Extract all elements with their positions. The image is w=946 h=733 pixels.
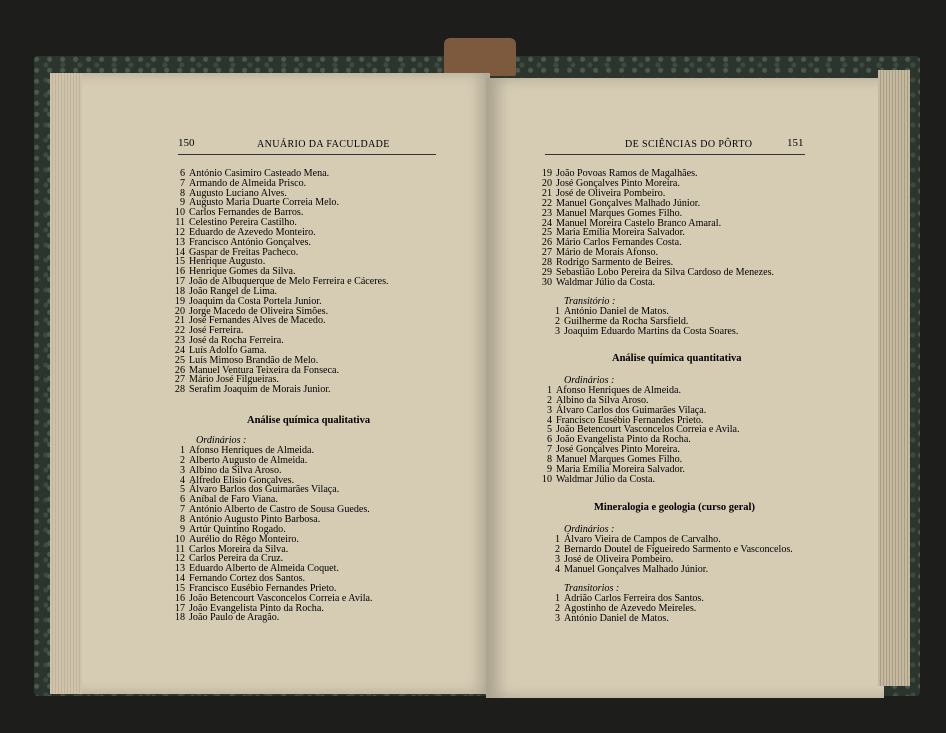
entry-name: Manuel Marques Gomes Filho. — [556, 453, 683, 465]
list-item-right-ordinarios-3 — [546, 565, 708, 575]
left-header-rule — [178, 154, 436, 155]
entry-number: 4 — [179, 474, 185, 486]
entry-name: Maria Emília Moreira Salvador. — [556, 227, 685, 239]
entry-name: Luís Adolfo Gama. — [189, 344, 267, 356]
entry-name: Agostinho de Azevedo Meireles. — [564, 603, 697, 614]
entry-number: 26 — [174, 364, 185, 376]
section-title-mineralogia: Mineralogia e geologia (curso geral) — [594, 502, 755, 513]
entry-number: 3 — [554, 326, 560, 337]
entry-name: José da Rocha Ferreira. — [189, 335, 284, 347]
right-page-edges — [878, 70, 910, 686]
list-item-right-transitorio-1 — [546, 327, 738, 337]
entry-name: Aurélio do Rêgo Monteiro. — [189, 533, 299, 545]
entry-number: 4 — [546, 414, 552, 426]
entry-name: Joaquim da Costa Portela Junior. — [189, 295, 322, 307]
entry-number: 22 — [174, 325, 185, 337]
entry-name: João Povoas Ramos de Magalhães. — [556, 168, 698, 179]
entry-name: João Evangelista Pinto da Rocha. — [189, 602, 324, 614]
entry-name: Álvaro Vieira de Campos de Carvalho. — [564, 534, 721, 545]
entry-number: 18 — [174, 612, 185, 624]
entry-name: Manuel Marques Gomes Filho. — [556, 207, 683, 219]
entry-number: 18 — [174, 285, 185, 297]
entry-number: 27 — [541, 247, 552, 259]
entry-number: 11 — [175, 543, 185, 555]
entry-number: 13 — [174, 236, 185, 248]
entry-name: Fernando Cortez dos Santos. — [189, 573, 306, 585]
entry-name: Manuel Gonçalves Malhado Júnior. — [564, 564, 709, 575]
entry-number: 3 — [179, 464, 185, 476]
entry-name: Waldmar Júlio da Costa. — [556, 276, 655, 288]
entry-name: Sebastião Lobo Pereira da Silva Cardoso de Menezes. — [556, 267, 775, 278]
entry-name: José Gonçalves Pinto Moreira. — [556, 444, 680, 456]
entry-name: Mário José Filgueiras. — [189, 374, 279, 386]
entry-name: João Betencourt Vasconcelos Correia e Avila. — [189, 592, 373, 604]
list-item-right-1 — [538, 278, 655, 288]
entry-number: 27 — [174, 374, 185, 386]
entry-name: Augusto Maria Duarte Correia Melo. — [189, 197, 339, 209]
entry-number: 2 — [554, 544, 560, 555]
entry-number: 16 — [174, 592, 185, 604]
entry-number: 15 — [174, 582, 185, 594]
entry-name: João Evangelista Pinto da Rocha. — [556, 434, 691, 446]
entry-number: 2 — [179, 454, 185, 466]
entry-name: Francisco Eusébio Fernandes Prieto. — [556, 414, 704, 426]
subheading-transitorio-1: Transitório : — [564, 296, 616, 307]
entry-number: 25 — [174, 354, 185, 366]
entry-name: Afonso Henriques de Almeida. — [556, 385, 682, 396]
entry-name: Francisco António Gonçalves. — [189, 236, 311, 248]
entry-name: Joaquim Eduardo Martins da Costa Soares. — [564, 326, 739, 337]
entry-number: 13 — [174, 563, 185, 575]
entry-number: 14 — [174, 573, 185, 585]
entry-number: 10 — [541, 473, 552, 485]
subheading-transitorios-3: Transitorios : — [564, 583, 620, 594]
entry-number: 15 — [174, 256, 185, 268]
entry-name: João Betencourt Vasconcelos Correia e Avila. — [556, 424, 740, 436]
list-item-right-transitorios-3 — [546, 614, 669, 624]
entry-number: 24 — [541, 217, 552, 229]
entry-number: 9 — [179, 197, 185, 209]
entry-number: 3 — [554, 554, 560, 565]
entry-number: 1 — [554, 593, 560, 604]
subheading-ordinarios-2: Ordinários : — [564, 375, 615, 386]
entry-number: 1 — [554, 306, 560, 317]
entry-name: Augusto Luciano Alves. — [189, 187, 287, 199]
entry-number: 14 — [174, 246, 185, 258]
entry-name: Manuel Moreira Castelo Branco Amaral. — [556, 217, 722, 229]
entry-number: 10 — [174, 533, 185, 545]
entry-number: 10 — [174, 207, 185, 219]
entry-name: Aníbal de Faro Viana. — [189, 494, 278, 506]
entry-number: 23 — [174, 335, 185, 347]
entry-name: Rodrigo Sarmento de Beires. — [556, 257, 674, 269]
entry-number: 6 — [179, 168, 185, 179]
entry-name: José de Oliveira Pombeiro. — [564, 554, 674, 565]
entry-number: 6 — [546, 434, 552, 446]
entry-name: Mário de Morais Afonso. — [556, 247, 659, 259]
entry-number: 2 — [554, 316, 560, 327]
entry-number: 30 — [541, 276, 552, 288]
entry-number: 9 — [546, 463, 552, 475]
entry-number: 7 — [546, 444, 552, 456]
entry-name: Eduardo Alberto de Almeida Coquet. — [189, 563, 339, 575]
entry-number: 21 — [174, 315, 185, 327]
entry-name: Carlos Moreira da Silva. — [189, 543, 289, 555]
entry-name: Armando de Almeida Prisco. — [189, 177, 307, 189]
entry-number: 20 — [174, 305, 185, 317]
subheading-ordinarios-left: Ordinários : — [196, 435, 247, 446]
entry-name: José de Oliveira Pombeiro. — [556, 187, 666, 199]
entry-number: 11 — [175, 217, 185, 229]
entry-number: 7 — [179, 504, 185, 516]
entry-number: 9 — [179, 523, 185, 535]
spine-band — [444, 38, 516, 76]
entry-number: 5 — [546, 424, 552, 436]
entry-number: 1 — [546, 385, 552, 396]
section-title-qualitativa: Análise química qualitativa — [247, 415, 371, 426]
entry-number: 5 — [179, 484, 185, 496]
left-page-edges — [50, 73, 82, 694]
entry-name: Gaspar de Freitas Pacheco. — [189, 246, 299, 258]
entry-number: 26 — [541, 237, 552, 249]
subheading-ordinarios-3: Ordinários : — [564, 524, 615, 535]
entry-number: 8 — [179, 513, 185, 525]
entry-number: 17 — [174, 602, 185, 614]
entry-number: 17 — [174, 276, 185, 288]
entry-name: João Rangel de Lima. — [189, 285, 278, 297]
entry-name: Carlos Pereira da Cruz. — [189, 553, 284, 565]
entry-name: Adrião Carlos Ferreira dos Santos. — [564, 593, 704, 604]
entry-number: 20 — [541, 177, 552, 189]
entry-number: 29 — [541, 267, 552, 278]
entry-name: António Casimiro Casteado Mena. — [189, 168, 330, 179]
entry-number: 6 — [179, 494, 185, 506]
left-running-header: ANUÁRIO DA FACULDADE — [257, 139, 390, 150]
entry-number: 3 — [554, 613, 560, 624]
entry-name: Jorge Macedo de Oliveira Simões. — [189, 305, 329, 317]
entry-number: 28 — [174, 384, 185, 396]
right-header-rule — [545, 154, 805, 155]
entry-number: 12 — [174, 226, 185, 238]
entry-name: João de Albuquerque de Melo Ferreira e Cáceres. — [189, 276, 389, 288]
entry-name: Álvaro Barlos dos Guimarães Vilaça. — [189, 484, 340, 496]
entry-name: Alberto Augusto de Almeida. — [189, 454, 308, 466]
entry-number: 23 — [541, 207, 552, 219]
entry-number: 1 — [179, 445, 185, 456]
entry-name: Henrique Augusto. — [189, 256, 266, 268]
entry-number: 8 — [546, 453, 552, 465]
entry-number: 3 — [546, 404, 552, 416]
entry-number: 21 — [541, 187, 552, 199]
entry-name: Álvaro Carlos dos Guimarães Vilaça. — [556, 404, 707, 416]
entry-name: Albino da Silva Aroso. — [189, 464, 282, 476]
entry-number: 1 — [554, 534, 560, 545]
entry-number: 25 — [541, 227, 552, 239]
list-item-left-1 — [171, 385, 331, 395]
entry-name: Guilherme da Rocha Sarsfield. — [564, 316, 689, 327]
entry-name: Maria Emília Moreira Salvador. — [556, 463, 685, 475]
entry-name: Eduardo de Azevedo Monteiro. — [189, 226, 316, 238]
entry-name: Manuel Ventura Teixeira da Fonseca. — [189, 364, 339, 376]
entry-number: 22 — [541, 197, 552, 209]
entry-name: António Alberto de Castro de Sousa Guedes. — [189, 504, 370, 516]
entry-name: José Gonçalves Pinto Moreira. — [556, 177, 680, 189]
right-running-header: DE SCIÊNCIAS DO PÔRTO — [625, 139, 753, 150]
entry-name: Henrique Gomes da Silva. — [189, 266, 296, 278]
list-item-right-ordinarios-2 — [538, 475, 655, 485]
entry-number: 28 — [541, 257, 552, 269]
entry-name: Celestino Pereira Castilho. — [189, 217, 297, 229]
entry-number: 24 — [174, 344, 185, 356]
entry-name: José Fernandes Alves de Macedo. — [189, 315, 326, 327]
entry-name: Afonso Henriques de Almeida. — [189, 445, 315, 456]
entry-name: António Daniel de Matos. — [564, 613, 669, 624]
entry-name: Serafim Joaquim de Morais Junior. — [189, 384, 331, 396]
left-page-number: 150 — [178, 137, 195, 149]
entry-name: Alfredo Elísio Gonçalves. — [189, 474, 295, 486]
entry-number: 12 — [174, 553, 185, 565]
entry-name: Bernardo Doutel de Figueiredo Sarmento e Vasconcelos. — [564, 544, 793, 555]
right-page-number: 151 — [787, 137, 804, 149]
entry-name: Mário Carlos Fernandes Costa. — [556, 237, 682, 249]
entry-name: Luís Mimoso Brandão de Melo. — [189, 354, 319, 366]
entry-name: António Augusto Pinto Barbosa. — [189, 513, 321, 525]
entry-number: 19 — [174, 295, 185, 307]
entry-number: 8 — [179, 187, 185, 199]
entry-number: 2 — [546, 394, 552, 406]
list-item-left-2 — [171, 613, 279, 623]
entry-name: José Ferreira. — [189, 325, 244, 337]
entry-name: João Paulo de Aragão. — [189, 612, 280, 624]
entry-name: Francisco Eusébio Fernandes Prieto. — [189, 582, 337, 594]
entry-name: Waldmar Júlio da Costa. — [556, 473, 655, 485]
entry-number: 7 — [179, 177, 185, 189]
section-title-quantitativa: Análise química quantitativa — [612, 353, 742, 364]
entry-number: 2 — [554, 603, 560, 614]
entry-name: Manuel Gonçalves Malhado Júnior. — [556, 197, 701, 209]
entry-number: 19 — [541, 168, 552, 179]
entry-name: Carlos Fernandes de Barros. — [189, 207, 304, 219]
entry-name: António Daniel de Matos. — [564, 306, 669, 317]
entry-number: 16 — [174, 266, 185, 278]
entry-name: Albino da Silva Aroso. — [556, 394, 649, 406]
entry-name: Artúr Quintino Rogado. — [189, 523, 286, 535]
entry-number: 4 — [554, 564, 560, 575]
